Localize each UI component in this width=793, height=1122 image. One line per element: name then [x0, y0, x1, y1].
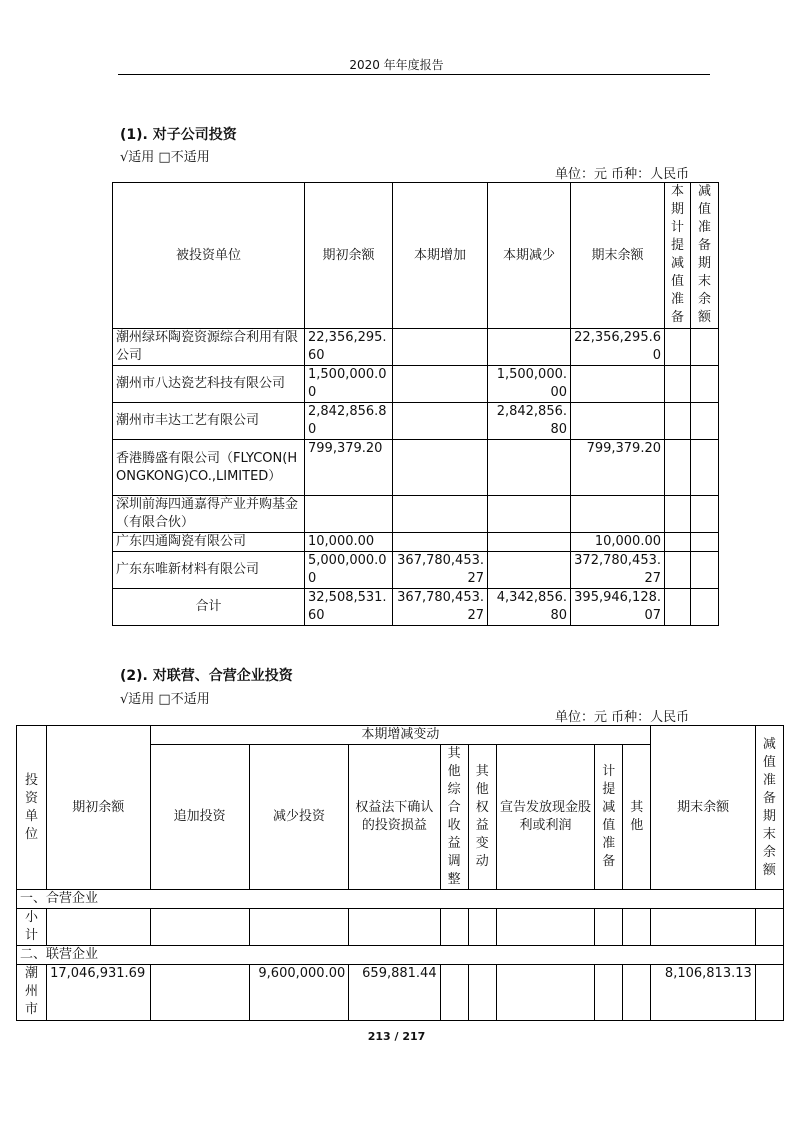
table-row: 广东东唯新材料有限公司 5,000,000.00 367,780,453.27 372,780,453.27	[113, 552, 719, 589]
report-header: 2020 年年度报告	[349, 58, 444, 72]
associate-heading: 二、联营企业	[17, 946, 784, 965]
col-group-changes: 本期增减变动	[150, 726, 651, 745]
col-impairment-end: 减值准备期末余额	[755, 726, 783, 890]
section1-unit: 单位：元 币种：人民币	[555, 167, 690, 182]
section1-title: (1). 对子公司投资	[120, 127, 237, 143]
section2-title: (2). 对联营、合营企业投资	[120, 668, 293, 684]
col-oci: 其他综合收益调整	[440, 745, 468, 890]
col-equity-income: 权益法下确认的投资损益	[349, 745, 440, 890]
col-dividend: 宣告发放现金股利或利润	[496, 745, 594, 890]
col-impairment-current: 本期计提减值准备	[665, 183, 691, 329]
table-row: 潮州绿环陶瓷资源综合利用有限公司 22,356,295.60 22,356,295.60	[113, 329, 719, 366]
col-add: 追加投资	[150, 745, 249, 890]
col-decrease: 本期减少	[488, 183, 571, 329]
col-investee: 被投资单位	[113, 183, 305, 329]
col-opening: 期初余额	[47, 726, 150, 890]
section2-applicability: √适用 □不适用	[120, 692, 210, 707]
table-total-row: 合计 32,508,531.60 367,780,453.27 4,342,856.80 395,946,128.07	[113, 589, 719, 626]
col-other: 其他	[623, 745, 651, 890]
table-row: 香港腾盛有限公司（FLYCON(HONGKONG)CO.,LIMITED） 799,379.20 799,379.20	[113, 440, 719, 496]
col-impairment: 计提减值准备	[595, 745, 623, 890]
col-investee: 投资单位	[17, 726, 47, 890]
col-closing: 期末余额	[651, 726, 755, 890]
page-number: 213 / 217	[367, 1030, 426, 1043]
table-row	[17, 909, 784, 946]
col-opening: 期初余额	[305, 183, 393, 329]
col-closing: 期末余额	[571, 183, 665, 329]
col-other-equity: 其他权益变动	[468, 745, 496, 890]
table-row: 潮州市丰达工艺有限公司 2,842,856.80 2,842,856.80	[113, 403, 719, 440]
col-reduce: 减少投资	[249, 745, 348, 890]
col-increase: 本期增加	[393, 183, 488, 329]
table-row: 潮州市八达瓷艺科技有限公司 1,500,000.00 1,500,000.00	[113, 366, 719, 403]
associate-investment-table	[16, 725, 784, 1021]
table-row: 潮州市 17,046,931.69 9,600,000.00 659,881.44 8,106,813.13	[17, 965, 784, 1021]
subtotal-label: 小计	[17, 909, 47, 946]
subsidiary-investment-table	[112, 182, 719, 626]
table-row: 深圳前海四通嘉得产业并购基金（有限合伙）	[113, 496, 719, 533]
col-impairment-end: 减值准备期末余额	[691, 183, 719, 329]
section2-unit: 单位：元 币种：人民币	[555, 710, 690, 725]
section1-applicability: √适用 □不适用	[120, 150, 210, 165]
header-divider	[118, 74, 710, 75]
table-row: 广东四通陶瓷有限公司 10,000.00 10,000.00	[113, 533, 719, 552]
joint-venture-heading: 一、合营企业	[17, 890, 784, 909]
